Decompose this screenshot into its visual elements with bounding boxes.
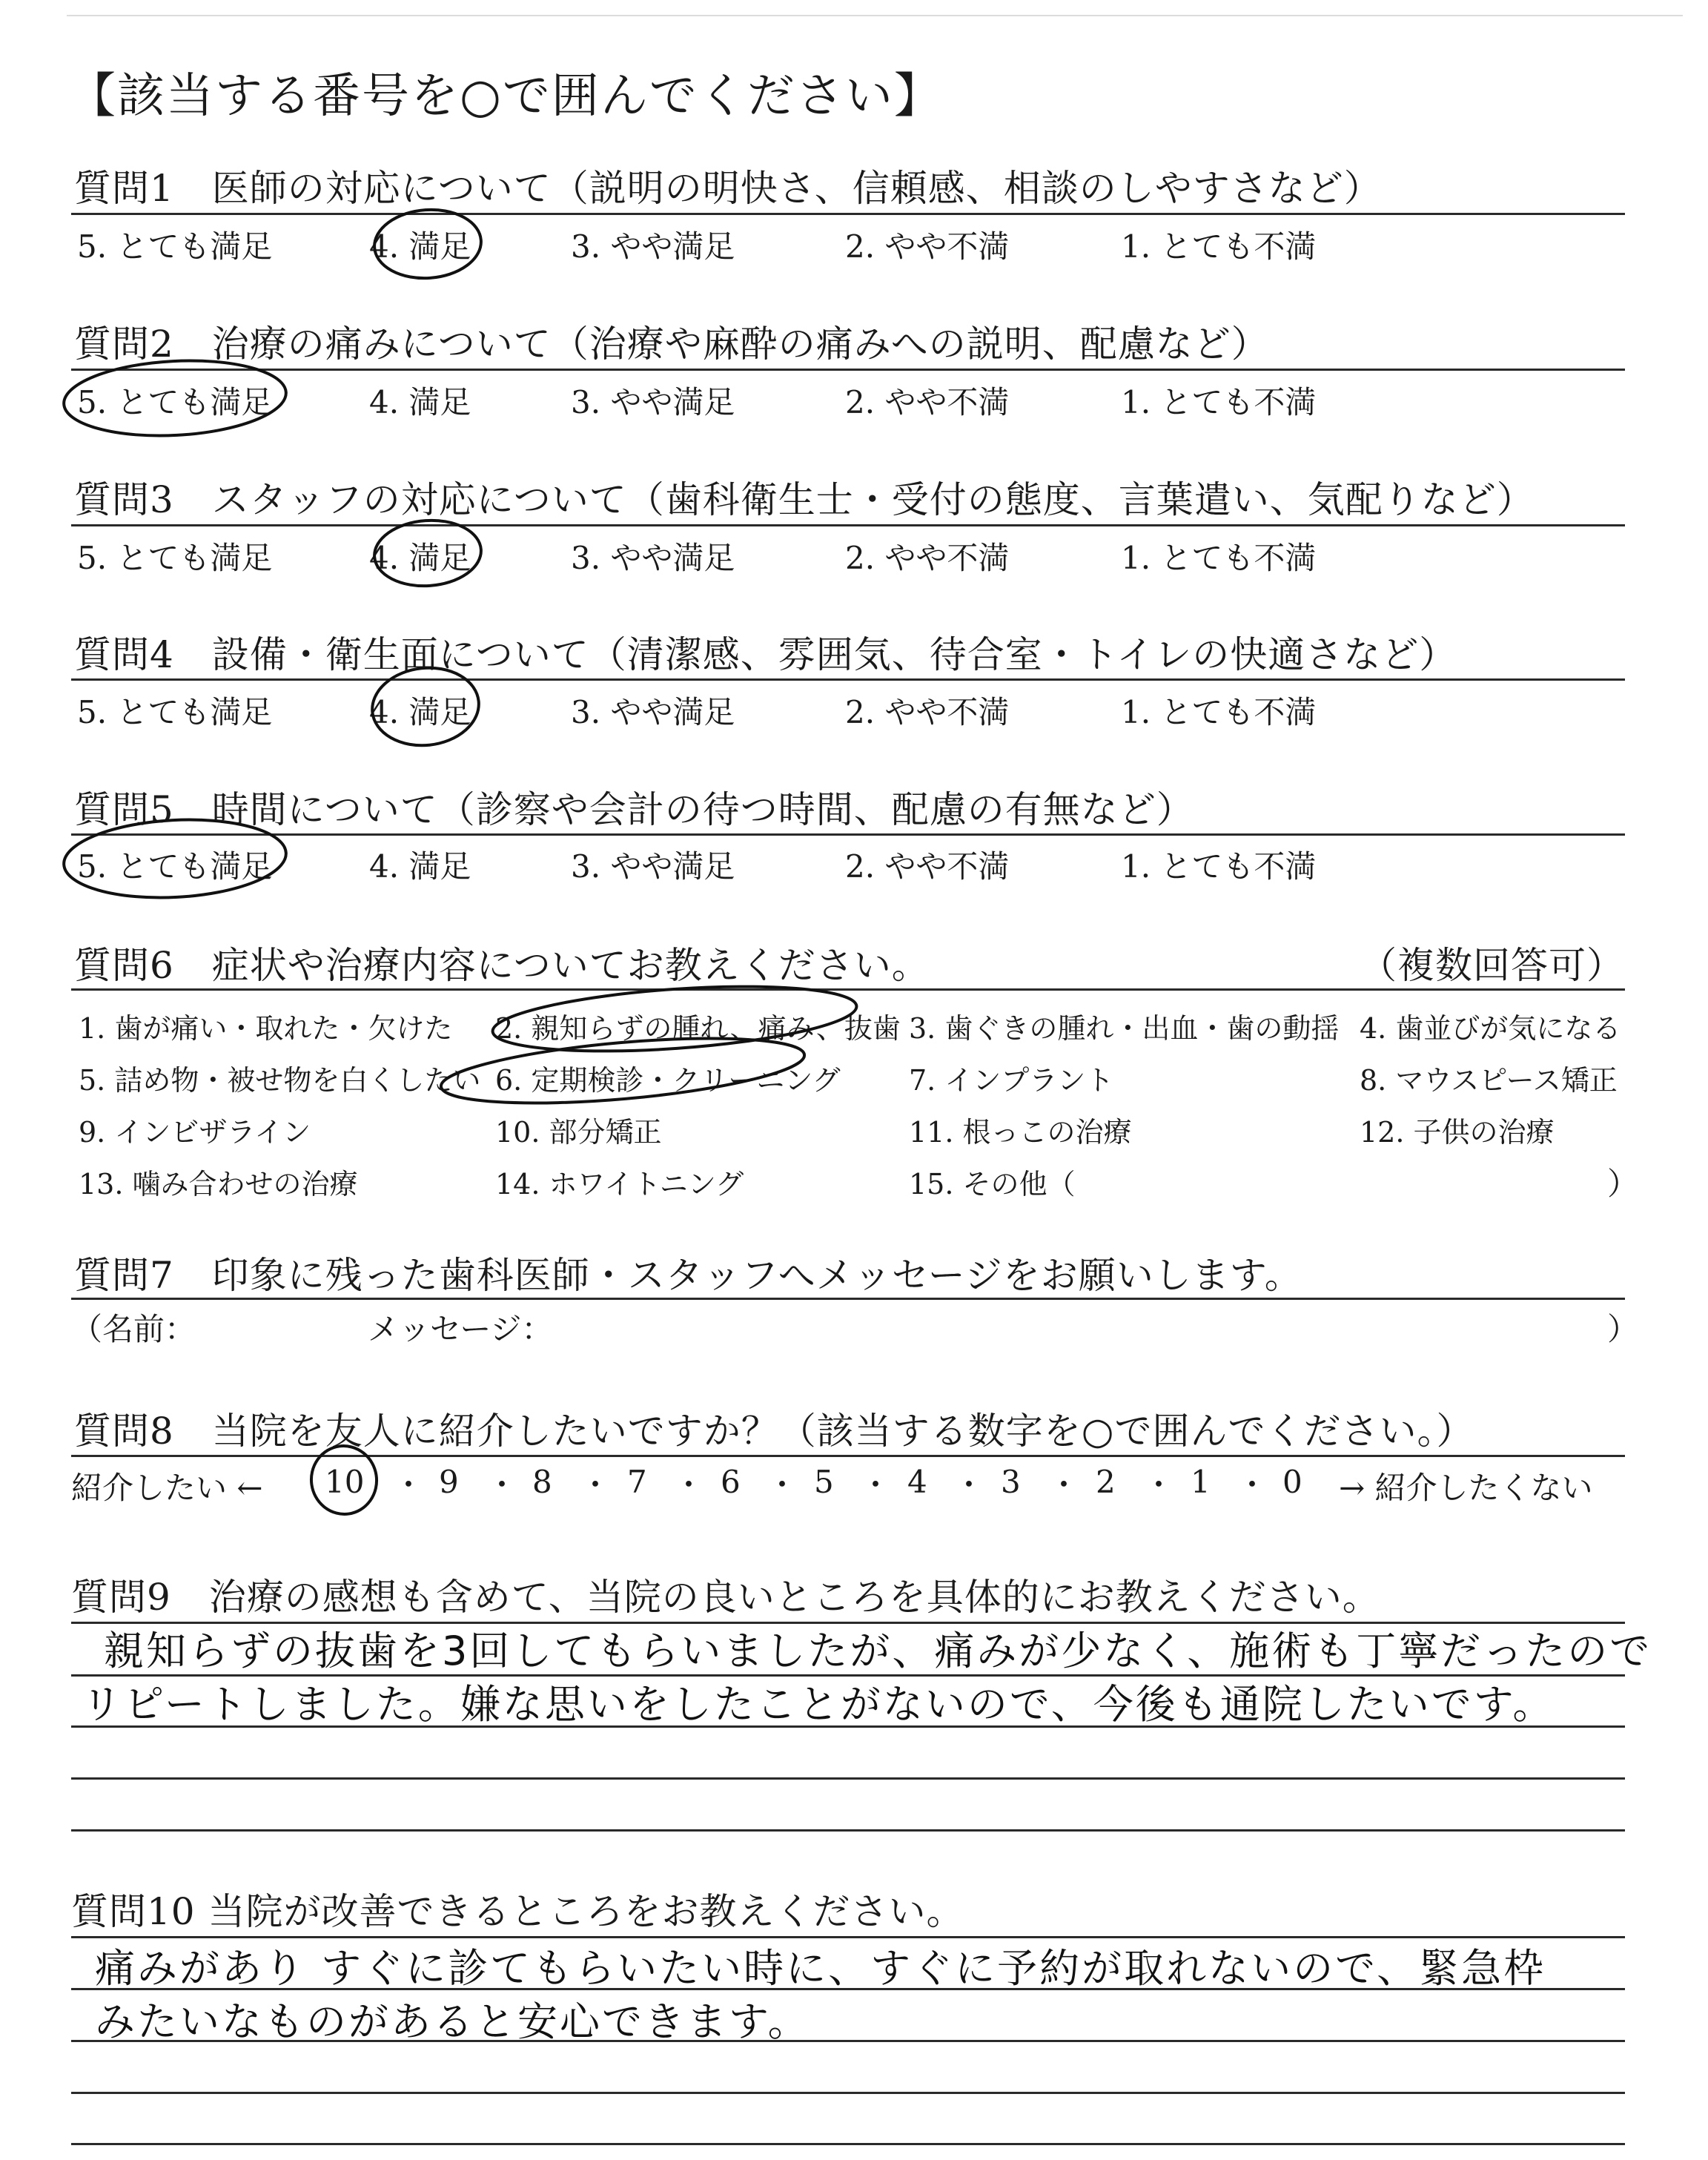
- q7-rule: [71, 1298, 1625, 1300]
- q10-title: 質問10 当院が改善できるところをお教えください。: [71, 1890, 964, 1933]
- q8-left-label: 紹介したい ←: [71, 1470, 263, 1506]
- q6-item-7[interactable]: 7. インプラント: [909, 1064, 1114, 1097]
- q6-item-15[interactable]: 15. その他（: [909, 1168, 1076, 1200]
- q1-option-2[interactable]: 2. やや不満: [845, 228, 1010, 265]
- q5-option-5[interactable]: 5. とても満足: [77, 848, 273, 885]
- q1-option-5[interactable]: 5. とても満足: [77, 228, 273, 265]
- q6-item-14[interactable]: 14. ホワイトニング: [495, 1168, 744, 1200]
- q5-option-3[interactable]: 3. やや満足: [571, 848, 735, 885]
- q6-item-8[interactable]: 8. マウスピース矯正: [1360, 1064, 1618, 1097]
- q3-option-3[interactable]: 3. やや満足: [571, 540, 735, 576]
- q3-rule: [71, 524, 1625, 526]
- q10-answer-line-2: みたいなものがあると安心できます。: [95, 1998, 810, 2045]
- q8-score-7[interactable]: 7: [627, 1464, 647, 1500]
- q8-right-label: → 紹介したくない: [1339, 1470, 1593, 1506]
- q6-rule: [71, 988, 1625, 991]
- q2-option-4[interactable]: 4. 満足: [369, 384, 471, 420]
- q6-item-2[interactable]: 2. 親知らずの腫れ、痛み、抜歯: [495, 1012, 901, 1045]
- q4-option-3[interactable]: 3. やや満足: [571, 694, 735, 730]
- q6-title: 質問6 症状や治療内容についてお教えください。: [74, 944, 930, 987]
- q2-option-2[interactable]: 2. やや不満: [845, 384, 1010, 420]
- q8-score-10[interactable]: 10: [325, 1464, 365, 1500]
- q9-answer-line-1: 親知らずの抜歯を3回してもらいましたが、痛みが少なく、施術も丁寧だったので: [104, 1628, 1652, 1674]
- q10-rule-4: [71, 2092, 1625, 2094]
- q3-title: 質問3 スタッフの対応について（歯科衛生士・受付の態度、言葉遣い、気配りなど）: [74, 478, 1535, 521]
- q1-option-3[interactable]: 3. やや満足: [571, 228, 735, 265]
- q1-rule: [71, 213, 1625, 215]
- q8-title: 質問8 当院を友人に紹介したいですか？（該当する数字を○で囲んでください。）: [74, 1410, 1474, 1453]
- q4-option-4[interactable]: 4. 満足: [369, 694, 471, 730]
- q6-item-3[interactable]: 3. 歯ぐきの腫れ・出血・歯の動揺: [909, 1012, 1340, 1045]
- q9-rule-5: [71, 1829, 1625, 1832]
- q9-answer-line-2: リピートしました。嫌な思いをしたことがないので、今後も通院したいです。: [82, 1681, 1555, 1728]
- q1-title: 質問1 医師の対応について（説明の明快さ、信頼感、相談のしやすさなど）: [74, 167, 1382, 210]
- q4-title: 質問4 設備・衛生面について（清潔感、雰囲気、待合室・トイレの快適さなど）: [74, 633, 1457, 676]
- q10-rule-5: [71, 2143, 1625, 2145]
- q6-item-10[interactable]: 10. 部分矯正: [495, 1116, 662, 1149]
- q3-option-5[interactable]: 5. とても満足: [77, 540, 273, 576]
- q8-score-3[interactable]: 3: [1001, 1464, 1021, 1500]
- q7-title: 質問7 印象に残った歯科医師・スタッフへメッセージをお願いします。: [74, 1254, 1302, 1297]
- q9-rule-4: [71, 1777, 1625, 1780]
- q5-option-4[interactable]: 4. 満足: [369, 848, 471, 885]
- q7-name-label: （名前：: [71, 1311, 196, 1347]
- q9-title: 質問9 治療の感想も含めて、当院の良いところを具体的にお教えください。: [71, 1576, 1380, 1619]
- q10-answer-line-1: 痛みがあり すぐに診てもらいたい時に、すぐに予約が取れないので、緊急枠: [95, 1945, 1546, 1992]
- form-header: 【該当する番号を○で囲んでください】: [68, 69, 943, 124]
- q5-rule: [71, 833, 1625, 836]
- q7-message-label: メッセージ：: [368, 1311, 553, 1347]
- q8-score-0[interactable]: 0: [1282, 1464, 1302, 1500]
- q6-item-6[interactable]: 6. 定期検診・クリーニング: [495, 1064, 841, 1097]
- q6-item-11[interactable]: 11. 根っこの治療: [909, 1116, 1132, 1149]
- q8-score-6[interactable]: 6: [721, 1464, 741, 1500]
- q4-option-5[interactable]: 5. とても満足: [77, 694, 273, 730]
- q1-option-4[interactable]: 4. 満足: [369, 228, 471, 265]
- q1-option-1[interactable]: 1. とても不満: [1121, 228, 1317, 265]
- q3-option-2[interactable]: 2. やや不満: [845, 540, 1010, 576]
- q3-option-4[interactable]: 4. 満足: [369, 540, 471, 576]
- q6-multi-answer-note: （複数回答可）: [1360, 944, 1624, 987]
- q5-title: 質問5 時間について（診察や会計の待つ時間、配慮の有無など）: [74, 788, 1194, 831]
- q5-option-2[interactable]: 2. やや不満: [845, 848, 1010, 885]
- q8-score-5[interactable]: 5: [814, 1464, 834, 1500]
- q2-title: 質問2 治療の痛みについて（治療や麻酔の痛みへの説明、配慮など）: [74, 323, 1269, 366]
- q2-rule: [71, 369, 1625, 371]
- top-border: [67, 15, 1683, 16]
- q2-option-5[interactable]: 5. とても満足: [77, 384, 273, 420]
- q8-score-9[interactable]: 9: [439, 1464, 459, 1500]
- q7-close-paren: ）: [1607, 1311, 1639, 1347]
- q6-item-5[interactable]: 5. 詰め物・被せ物を白くしたい: [79, 1064, 481, 1097]
- q4-option-1[interactable]: 1. とても不満: [1121, 694, 1317, 730]
- q2-option-3[interactable]: 3. やや満足: [571, 384, 735, 420]
- q4-rule: [71, 678, 1625, 681]
- q8-score-4[interactable]: 4: [907, 1464, 927, 1500]
- q2-option-1[interactable]: 1. とても不満: [1121, 384, 1317, 420]
- q6-item-4[interactable]: 4. 歯並びが気になる: [1360, 1012, 1621, 1045]
- q5-option-1[interactable]: 1. とても不満: [1121, 848, 1317, 885]
- q6-item-9[interactable]: 9. インビザライン: [79, 1116, 311, 1149]
- q6-item-13[interactable]: 13. 噛み合わせの治療: [79, 1168, 358, 1200]
- q8-score-8[interactable]: 8: [532, 1464, 552, 1500]
- q4-option-2[interactable]: 2. やや不満: [845, 694, 1010, 730]
- q6-other-close-paren: ）: [1607, 1166, 1639, 1202]
- q8-rule: [71, 1455, 1625, 1457]
- q6-item-1[interactable]: 1. 歯が痛い・取れた・欠けた: [79, 1012, 453, 1045]
- q6-item-12[interactable]: 12. 子供の治療: [1360, 1116, 1555, 1149]
- q3-option-1[interactable]: 1. とても不満: [1121, 540, 1317, 576]
- q8-score-1[interactable]: 1: [1191, 1464, 1211, 1500]
- q8-score-2[interactable]: 2: [1096, 1464, 1116, 1500]
